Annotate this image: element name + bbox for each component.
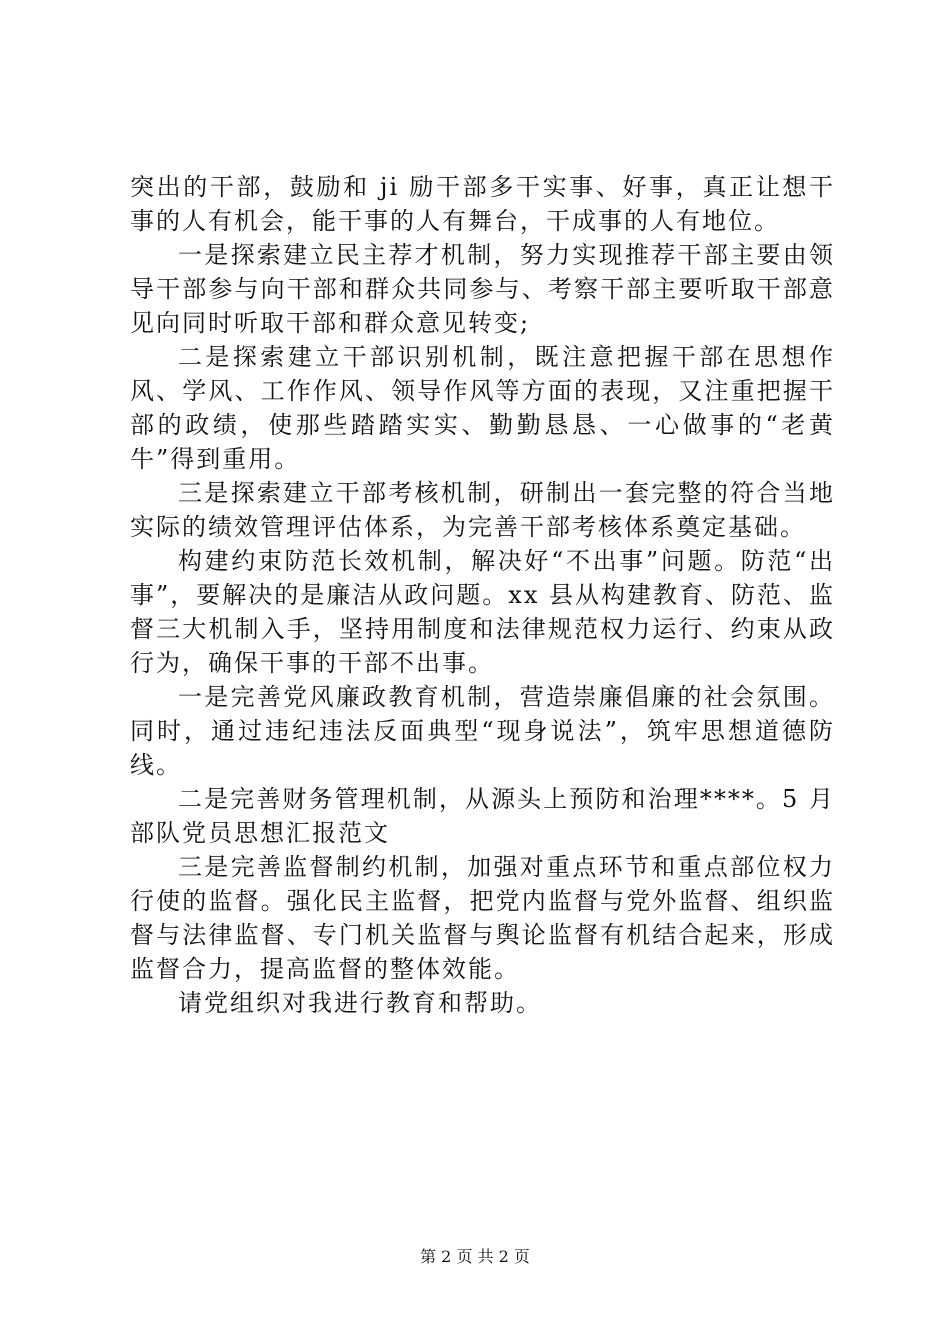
paragraph-9: 请党组织对我进行教育和帮助。: [178, 989, 542, 1017]
paragraph-1: 突出的干部，鼓励和 ji 励干部多干实事、好事，真正让想干事的人有机会，能干事的人有舞台，干成事的人有地位。: [130, 173, 835, 235]
page-footer: 第 2 页 共 2 页: [420, 1247, 530, 1266]
paragraph-3: 二是探索建立干部识别机制，既注意把握干部在思想作风、学风、工作作风、领导作风等方面的表现，又注重把握干部的政绩，使那些踏踏实实、勤勤恳恳、一心做事的“老黄牛”得到重用。: [130, 343, 835, 473]
paragraph-4: 三是探索建立干部考核机制，研制出一套完整的符合当地实际的绩效管理评估体系，为完善干部考核体系奠定基础。: [130, 479, 835, 541]
paragraph-6: 一是完善党风廉政教育机制，营造崇廉倡廉的社会氛围。同时，通过违纪违法反面典型“现身说法”，筑牢思想道德防线。: [130, 683, 835, 779]
paragraph-2: 一是探索建立民主荐才机制，努力实现推荐干部主要由领导干部参与向干部和群众共同参与、考察干部主要听取干部意见向同时听取干部和群众意见转变;: [130, 241, 835, 337]
paragraph-5: 构建约束防范长效机制，解决好“不出事”问题。防范“出事”，要解决的是廉洁从政问题。xx 县从构建教育、防范、监督三大机制入手，坚持用制度和法律规范权力运行、约束从政行为，确保干事的干部不出事。: [130, 547, 835, 677]
paragraph-8: 三是完善监督制约机制，加强对重点环节和重点部位权力行使的监督。强化民主监督，把党内监督与党外监督、组织监督与法律监督、专门机关监督与舆论监督有机结合起来，形成监督合力，提高监督的整体效能。: [130, 853, 835, 983]
document-body: [130, 170, 835, 1020]
paragraph-7: 二是完善财务管理机制，从源头上预防和治理****。5 月部队党员思想汇报范文: [130, 785, 835, 847]
